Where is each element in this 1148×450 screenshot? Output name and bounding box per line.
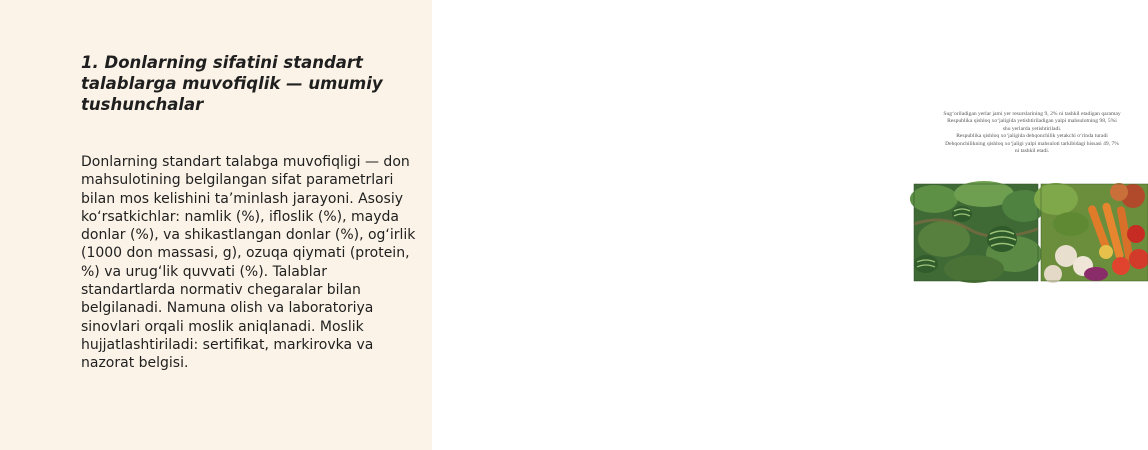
caption-line: Sug‘oriladigan yerlar jami yer resurslarining 9, 2% ni tashkil etadigan qaramay — [943, 111, 1121, 117]
figure-photos — [914, 184, 1148, 281]
caption-line: ni tashkil etadi. — [1014, 148, 1050, 155]
text-panel — [0, 0, 432, 450]
slide-body-text: Donlarning standart talabga muvofiqligi — don mahsulotining belgilangan sifat parametrlari bilan mos kelishini ta’minlash jarayoni. Asosiy ko‘rsatkichlar: namlik (%), ifloslik (%), mayda donlar (%), va shikastlangan donlar (%), og‘irlik (1000 don massasi, g), ozuqa qiymati (protein, %) va urug‘lik quvvati (%). Talablar standartlarda normativ chegaralar bilan belgilanadi. Namuna olish va laboratoriya sinovlari orqali moslik aniqlanadi. Moslik hujjatlashtiriladi: sertifikat, markirovka va nazorat belgisi. — [81, 154, 416, 372]
caption-line: shu yerlarda yetishtiriladi. — [1002, 125, 1062, 132]
image-panel — [432, 0, 1121, 450]
slide-title: 1. Donlarning sifatini standart talablarga muvofiqlik — umumiy tushunchalar — [81, 53, 383, 114]
caption-line: Respublika qishloq xo‘jaligida yetishtiriladigan yalpi mahsulotning 98, 5%i — [947, 118, 1117, 125]
vegetables-photo — [1041, 184, 1148, 281]
watermelon-field-photo — [914, 184, 1038, 281]
caption-line: Dehqonchilikning qishloq xo‘jaligi yalpi mahsuloti tarkibidagi hissasi 49, 7% — [945, 140, 1119, 147]
caption-line: Respublika qishloq xo‘jaligida dehqonchilik yetakchi o‘rinda turadi — [956, 133, 1108, 140]
figure-caption — [916, 111, 1148, 155]
